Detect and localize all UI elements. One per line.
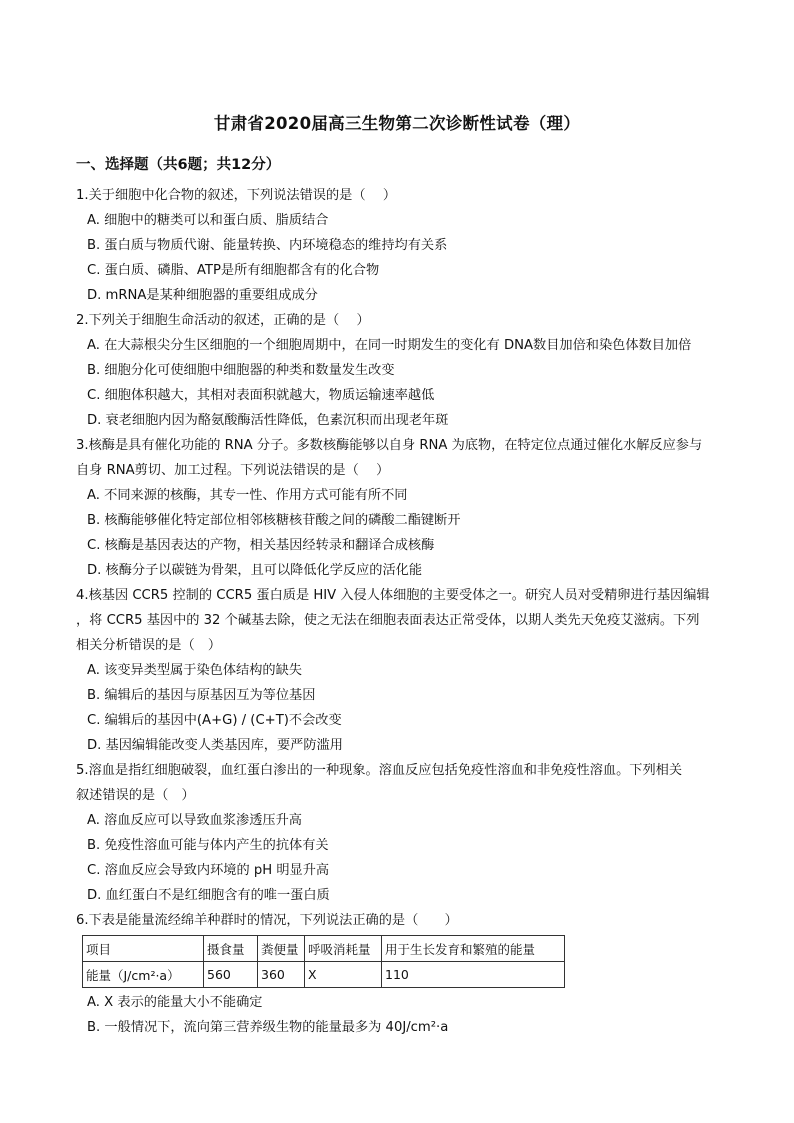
question-3 bbox=[76, 433, 726, 583]
option-d: D. 衰老细胞内因为酪氨酸酶活性降低，色素沉积而出现老年斑 bbox=[87, 413, 449, 428]
option-b: B. 一般情况下，流向第三营养级生物的能量最多为 40J/cm²·a bbox=[87, 1020, 449, 1035]
question-stem: 6.下表是能量流经绵羊种群时的情况，下列说法正确的是（ ） bbox=[76, 913, 458, 928]
question-stem-line: 叙述错误的是（ ） bbox=[76, 788, 195, 803]
question-6 bbox=[76, 908, 726, 1040]
question-5 bbox=[76, 758, 726, 908]
option-d: D. 基因编辑能改变人类基因库，要严防滥用 bbox=[87, 738, 343, 753]
question-stem-line: 自身 RNA剪切、加工过程。下列说法错误的是（ ） bbox=[76, 463, 390, 478]
option-c: C. 蛋白质、磷脂、ATP是所有细胞都含有的化合物 bbox=[87, 263, 380, 278]
table-header-cell: 摄食量 bbox=[204, 936, 258, 962]
option-c: C. 核酶是基因表达的产物，相关基因经转录和翻译合成核酶 bbox=[87, 538, 435, 553]
table-row bbox=[83, 962, 565, 988]
option-b: B. 蛋白质与物质代谢、能量转换、内环境稳态的维持均有关系 bbox=[87, 238, 448, 253]
question-stem-line: 4.核基因 CCR5 控制的 CCR5 蛋白质是 HIV 入侵人体细胞的主要受体之一。研究人员对受精卵进行基因编辑 bbox=[76, 588, 710, 603]
table-cell: X bbox=[305, 962, 382, 988]
option-c: C. 溶血反应会导致内环境的 pH 明显升高 bbox=[87, 863, 330, 878]
option-d: D. mRNA是某种细胞器的重要组成成分 bbox=[87, 288, 318, 303]
option-d: D. 核酶分子以碳链为骨架，且可以降低化学反应的活化能 bbox=[87, 563, 423, 578]
table-cell: 110 bbox=[382, 962, 565, 988]
option-b: B. 核酶能够催化特定部位相邻核糖核苷酸之间的磷酸二酯键断开 bbox=[87, 513, 461, 528]
option-a: A. 该变异类型属于染色体结构的缺失 bbox=[87, 663, 302, 678]
question-4 bbox=[76, 583, 726, 758]
question-stem-line: 相关分析错误的是（ ） bbox=[76, 638, 222, 653]
table-header-cell: 项目 bbox=[83, 936, 204, 962]
question-stem-line: 3.核酶是具有催化功能的 RNA 分子。多数核酶能够以自身 RNA 为底物，在特定位点通过催化水解反应参与 bbox=[76, 438, 703, 453]
table-header-cell: 用于生长发育和繁殖的能量 bbox=[382, 936, 565, 962]
table-header-cell: 呼吸消耗量 bbox=[305, 936, 382, 962]
table-cell: 560 bbox=[204, 962, 258, 988]
energy-flow-table bbox=[82, 935, 565, 988]
table-cell: 360 bbox=[258, 962, 305, 988]
option-a: A. 在大蒜根尖分生区细胞的一个细胞周期中，在同一时期发生的变化有 DNA数目加倍和染色体数目加倍 bbox=[87, 338, 692, 353]
question-1 bbox=[76, 183, 726, 308]
option-a: A. 细胞中的糖类可以和蛋白质、脂质结合 bbox=[87, 213, 329, 228]
option-a: A. 不同来源的核酶，其专一性、作用方式可能有所不同 bbox=[87, 488, 408, 503]
question-stem-line: 5.溶血是指红细胞破裂，血红蛋白渗出的一种现象。溶血反应包括免疫性溶血和非免疫性溶血。下列相关 bbox=[76, 763, 683, 778]
question-list bbox=[76, 183, 726, 1040]
option-b: B. 免疫性溶血可能与体内产生的抗体有关 bbox=[87, 838, 329, 853]
question-stem: 1.关于细胞中化合物的叙述，下列说法错误的是（ ） bbox=[76, 188, 397, 203]
option-c: C. 编辑后的基因中(A+G) / (C+T)不会改变 bbox=[87, 713, 342, 728]
question-stem-line: ，将 CCR5 基因中的 32 个碱基去除，使之无法在细胞表面表达正常受体，以期人类先天免疫艾滋病。下列 bbox=[76, 613, 700, 628]
option-c: C. 细胞体积越大，其相对表面积就越大，物质运输速率越低 bbox=[87, 388, 435, 403]
table-row-label: 能量（J/cm²·a） bbox=[83, 962, 204, 988]
option-d: D. 血红蛋白不是红细胞含有的唯一蛋白质 bbox=[87, 888, 330, 903]
table-header-row bbox=[83, 936, 565, 962]
section-heading: 一、选择题（共6题；共12分） bbox=[76, 157, 281, 173]
option-a: A. X 表示的能量大小不能确定 bbox=[87, 995, 263, 1010]
table-header-cell: 粪便量 bbox=[258, 936, 305, 962]
question-2 bbox=[76, 308, 726, 433]
page-title: 甘肃省2020届高三生物第二次诊断性试卷（理） bbox=[213, 114, 581, 133]
option-b: B. 细胞分化可使细胞中细胞器的种类和数量发生改变 bbox=[87, 363, 395, 378]
option-b: B. 编辑后的基因与原基因互为等位基因 bbox=[87, 688, 316, 703]
option-a: A. 溶血反应可以导致血浆渗透压升高 bbox=[87, 813, 302, 828]
question-stem: 2.下列关于细胞生命活动的叙述，正确的是（ ） bbox=[76, 313, 370, 328]
